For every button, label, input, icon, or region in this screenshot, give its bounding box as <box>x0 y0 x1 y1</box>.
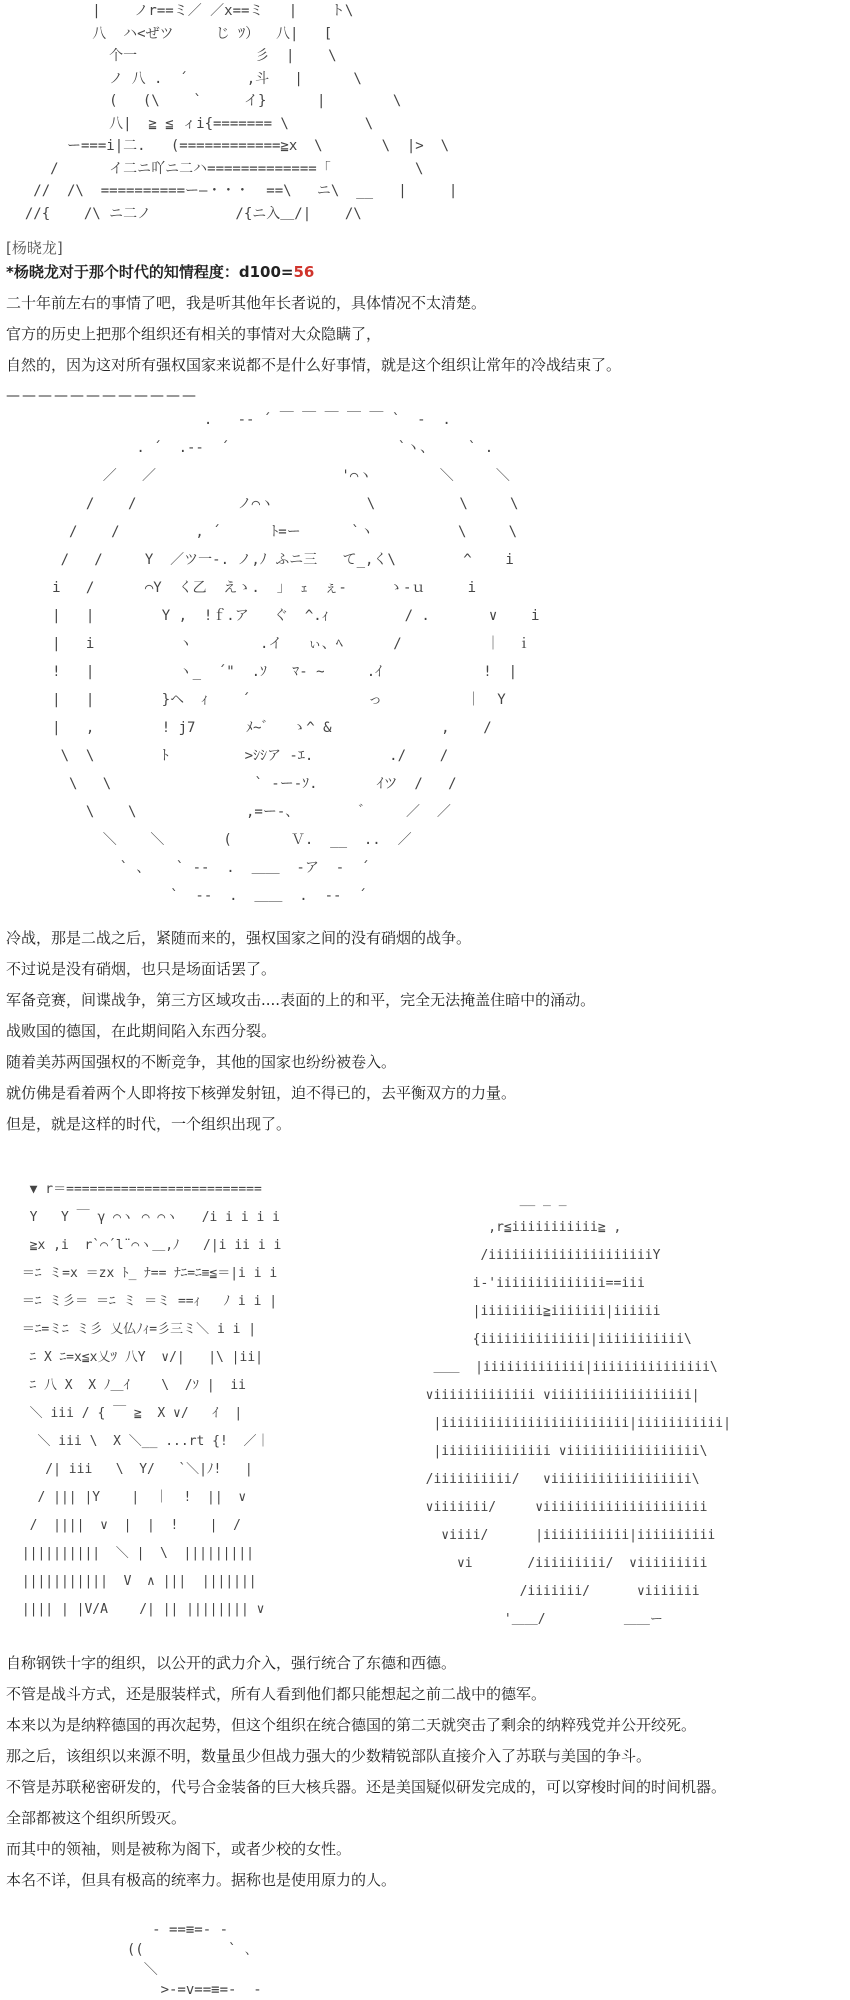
intro-line: 自然的，因为这对所有强权国家来说都不是什么好事情，就是这个组织让常年的冷战结束了。 <box>6 356 622 374</box>
body-line: 本来以为是纳粹德国的再次起势，但这个组织在统合德国的第二天就突击了剩余的纳粹残党并公开绞死。 <box>6 1716 697 1734</box>
speaker-tag: [杨晓龙] <box>6 239 63 257</box>
body-line: 不管是战斗方式，还是服装样式，所有人看到他们都只能想起之前二战中的德军。 <box>6 1685 547 1703</box>
ascii-globe: . -‐ ´ ￣ ￣ ￣ ￣ ￣ ` ‐ . . ´ .-‐ ´ `ヽ、 ` . ／ ／ '⌒ヽ ＼ ＼ / / ノ⌒ヽ \ \ \ / / , ´ ﾄ=ー `ヽ \ \ / / Y ／ツ一‐. ノ,ﾉ ふニ三 て_,く\ ^ i i / ⌒Y く乙 えゝ. ｣ ｪ ぇ‐ ゝ-ｕ i | | Y , !ｆ.ア ぐ ^.ｨ / . ∨ i | i ヽ .イ ぃ、ﾍ / ｜ ｉ ! | ヽ_ ´" .ｿ ﾏ‐ ~ .ｲ ! | | | }ヘ ｨ ´ っ ｜ Y | , ! j7 ﾒ~゛ ゝ^ & , / \ \ ﾄ >ｼｼア -ｴ. ./ / \ \ ` -ー-ｿ. ｲツ / / \ \ ,=ー-、 ゛ ／ ／ ＼ ＼ ( Ｖ. __ .. ／ ` 、 ` ‐- . ＿＿ -ア ‐ ´ ` ‐- . ＿＿ . -‐ ´ <box>52 412 540 904</box>
body-line: 但是，就是这样的时代，一个组织出现了。 <box>6 1115 292 1133</box>
body-line: 而其中的领袖，则是被称为阁下，或者少校的女性。 <box>6 1840 352 1858</box>
roll-line <box>6 262 844 282</box>
roll-value: 56 <box>293 263 315 281</box>
body-line: 战败国的德国，在此期间陷入东西分裂。 <box>6 1022 277 1040</box>
body-line: 全部都被这个组织所毁灭。 <box>6 1809 187 1827</box>
ascii-group-right: __ _ _ ,r≦iiiiiiiiiii≧ , /iiiiiiiiiiiiiiiiiiiiiY i‐'iiiiiiiiiiiiii==iii |iiiiiiii≧iiiiiii|iiiiii {iiiiiiiiiiiiii|iiiiiiiiiii\ ＿＿ |iiiiiiiiiiiii|iiiiiiiiiiiiiii\ ∨iiiiiiiiiiiii ∨iiiiiiiiiiiiiiiiii| |iiiiiiiiiiiiiiiiiiiiiiii|iiiiiiiiiii| |iiiiiiiiiiiiii ∨iiiiiiiiiiiiiiiii\ /iiiiiiiiii/ ∨iiiiiiiiiiiiiiiiii\ ∨iiiiiii/ ∨iiiiiiiiiiiiiiiiiiiii ∨iiii/ |iiiiiiiiiii|iiiiiiiiii ∨i /iiiiiiiii/ ∨iiiiiiiii /iiiiiii/ ∨iiiiiii '＿＿/ ＿＿ー <box>425 1192 731 1627</box>
divider: ———————————— <box>6 388 198 404</box>
ascii-bottom-figure: ‐ ==≡=- - (( ` ､ ＼ >‐=v==≡=- - <box>126 1922 262 1998</box>
intro-line: 官方的历史上把那个组织还有相关的事情对大众隐瞒了， <box>6 325 382 343</box>
body-line: 本名不详，但具有极高的统率力。据称也是使用原力的人。 <box>6 1871 397 1889</box>
roll-label: *杨晓龙对于那个时代的知情程度：d100= <box>6 263 294 281</box>
body-line: 不管是苏联秘密研发的，代号合金装备的巨大核兵器。还是美国疑似研发完成的，可以穿梭时间的时间机器。 <box>6 1778 727 1796</box>
body-line: 不过说是没有硝烟，也只是场面话罢了。 <box>6 960 277 978</box>
body-line: 军备竞赛，间谍战争，第三方区域攻击....表面的上的和平，完全无法掩盖住暗中的涌动。 <box>6 991 596 1009</box>
body-line: 冷战，那是二战之后，紧随而来的，强权国家之间的没有硝烟的战争。 <box>6 929 472 947</box>
body-line: 那之后，该组织以来源不明，数量虽少但战力强大的少数精锐部队直接介入了苏联与美国的争斗。 <box>6 1747 652 1765</box>
body-line: 自称钢铁十字的组织，以公开的武力介入，强行统合了东德和西德。 <box>6 1654 457 1672</box>
ascii-figure-top: | ノr==ミ／ ／x==ミ | ト\ 八 ハ<ぜツ じ ﾂ） 八| [ 个一 彡 | \ ノ 八 . ´ ,斗 | \ ( (\ ` イ} | \ 八| ≧ ≦ ィi{======= \ \ ー===i|二. (============≧x \ \ |> \ / イ二ニ吖ニ二ハ=============「 \ // /\ ==========ー―・・・ ==\ ニ\ __ | | //{ /\ ニ二ノ /{ニ入＿/| /\ <box>24 3 458 222</box>
body-line: 随着美苏两国强权的不断竞争，其他的国家也纷纷被卷入。 <box>6 1053 397 1071</box>
ascii-group-left: ▼ r＝========================= Y Y ￣ γ ⌒ヽ ⌒ ⌒ヽ /i i i i i ≧x ,i r`⌒´l¨⌒ヽ＿,ﾉ /|i ii i i ＝ﾆ ミ=x ＝zx ﾄ_ ﾅ== ﾅﾆ=ﾆ≡≦＝|i i i ＝ﾆ ミ彡＝ ＝ﾆ ミ ＝ミ ==ｨ ﾉ i i | ＝ﾆ=ミﾆ ミ彡 乂仏ﾉｨ=彡三ミ＼ i i | ﾆ X ﾆ=x≦x乂ﾂ 八Y ∨/| |\ |ii| ﾆ 八 X X ﾉ＿ｲ \ /ｿ | ii ＼ iii / { ￣ ≧ X ∨/ ｲ | ＼ iii \ X ＼__ ...rt {! ／｜ /| iii \ Y/ `＼|ﾉ! | / ||| |Y | ｜ ! || ∨ / |||| ∨ | | ! | / |||||||||| ＼ | \ ||||||||| ||||||||||| V ∧ ||| ||||||| |||| | |V/A /| || |||||||| ∨ <box>21 1182 282 1617</box>
intro-line: 二十年前左右的事情了吧，我是听其他年长者说的，具体情况不太清楚。 <box>6 294 487 312</box>
body-line: 就仿佛是看着两个人即将按下核弹发射钮，迫不得已的，去平衡双方的力量。 <box>6 1084 517 1102</box>
